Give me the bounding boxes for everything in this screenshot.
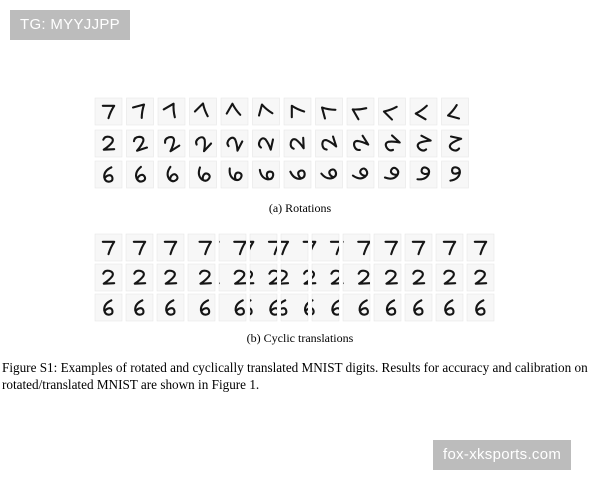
digit-cell [374, 264, 401, 291]
translations-caption: (b) Cyclic translations [246, 331, 354, 345]
translated-digit-6 [77, 300, 85, 314]
digit-cell [250, 294, 277, 321]
digit-cell [405, 264, 432, 291]
digit-cell [95, 234, 122, 261]
figure-caption: Figure S1: Examples of rotated and cyclically translated MNIST digits. Results for accuracy and calibration on rotated/translated MNIST are shown in Figure 1. [2, 360, 588, 392]
watermark-badge-bottom: fox-xksports.com [433, 440, 571, 470]
digit-cell [157, 264, 184, 291]
translated-digit-7 [76, 242, 87, 254]
digit-cell [126, 234, 153, 261]
rotations-caption: (a) Rotations [268, 201, 332, 215]
translated-digit-2 [76, 271, 87, 284]
digit-cell [188, 234, 215, 261]
digit-cell [250, 234, 277, 261]
digit-cell [467, 234, 494, 261]
digit-cell [467, 264, 494, 291]
digit-cell [312, 294, 339, 321]
digit-cell [157, 234, 184, 261]
watermark-badge-top: TG: MYYJJPP [10, 10, 130, 40]
digit-cell [312, 264, 339, 291]
digit-cell [374, 234, 401, 261]
digit-cell [405, 234, 432, 261]
digit-cell [250, 264, 277, 291]
digit-cell [126, 264, 153, 291]
digit-cell [436, 264, 463, 291]
digit-cell [436, 234, 463, 261]
digit-cell [188, 264, 215, 291]
digit-cell [95, 264, 122, 291]
digit-cell [312, 234, 339, 261]
